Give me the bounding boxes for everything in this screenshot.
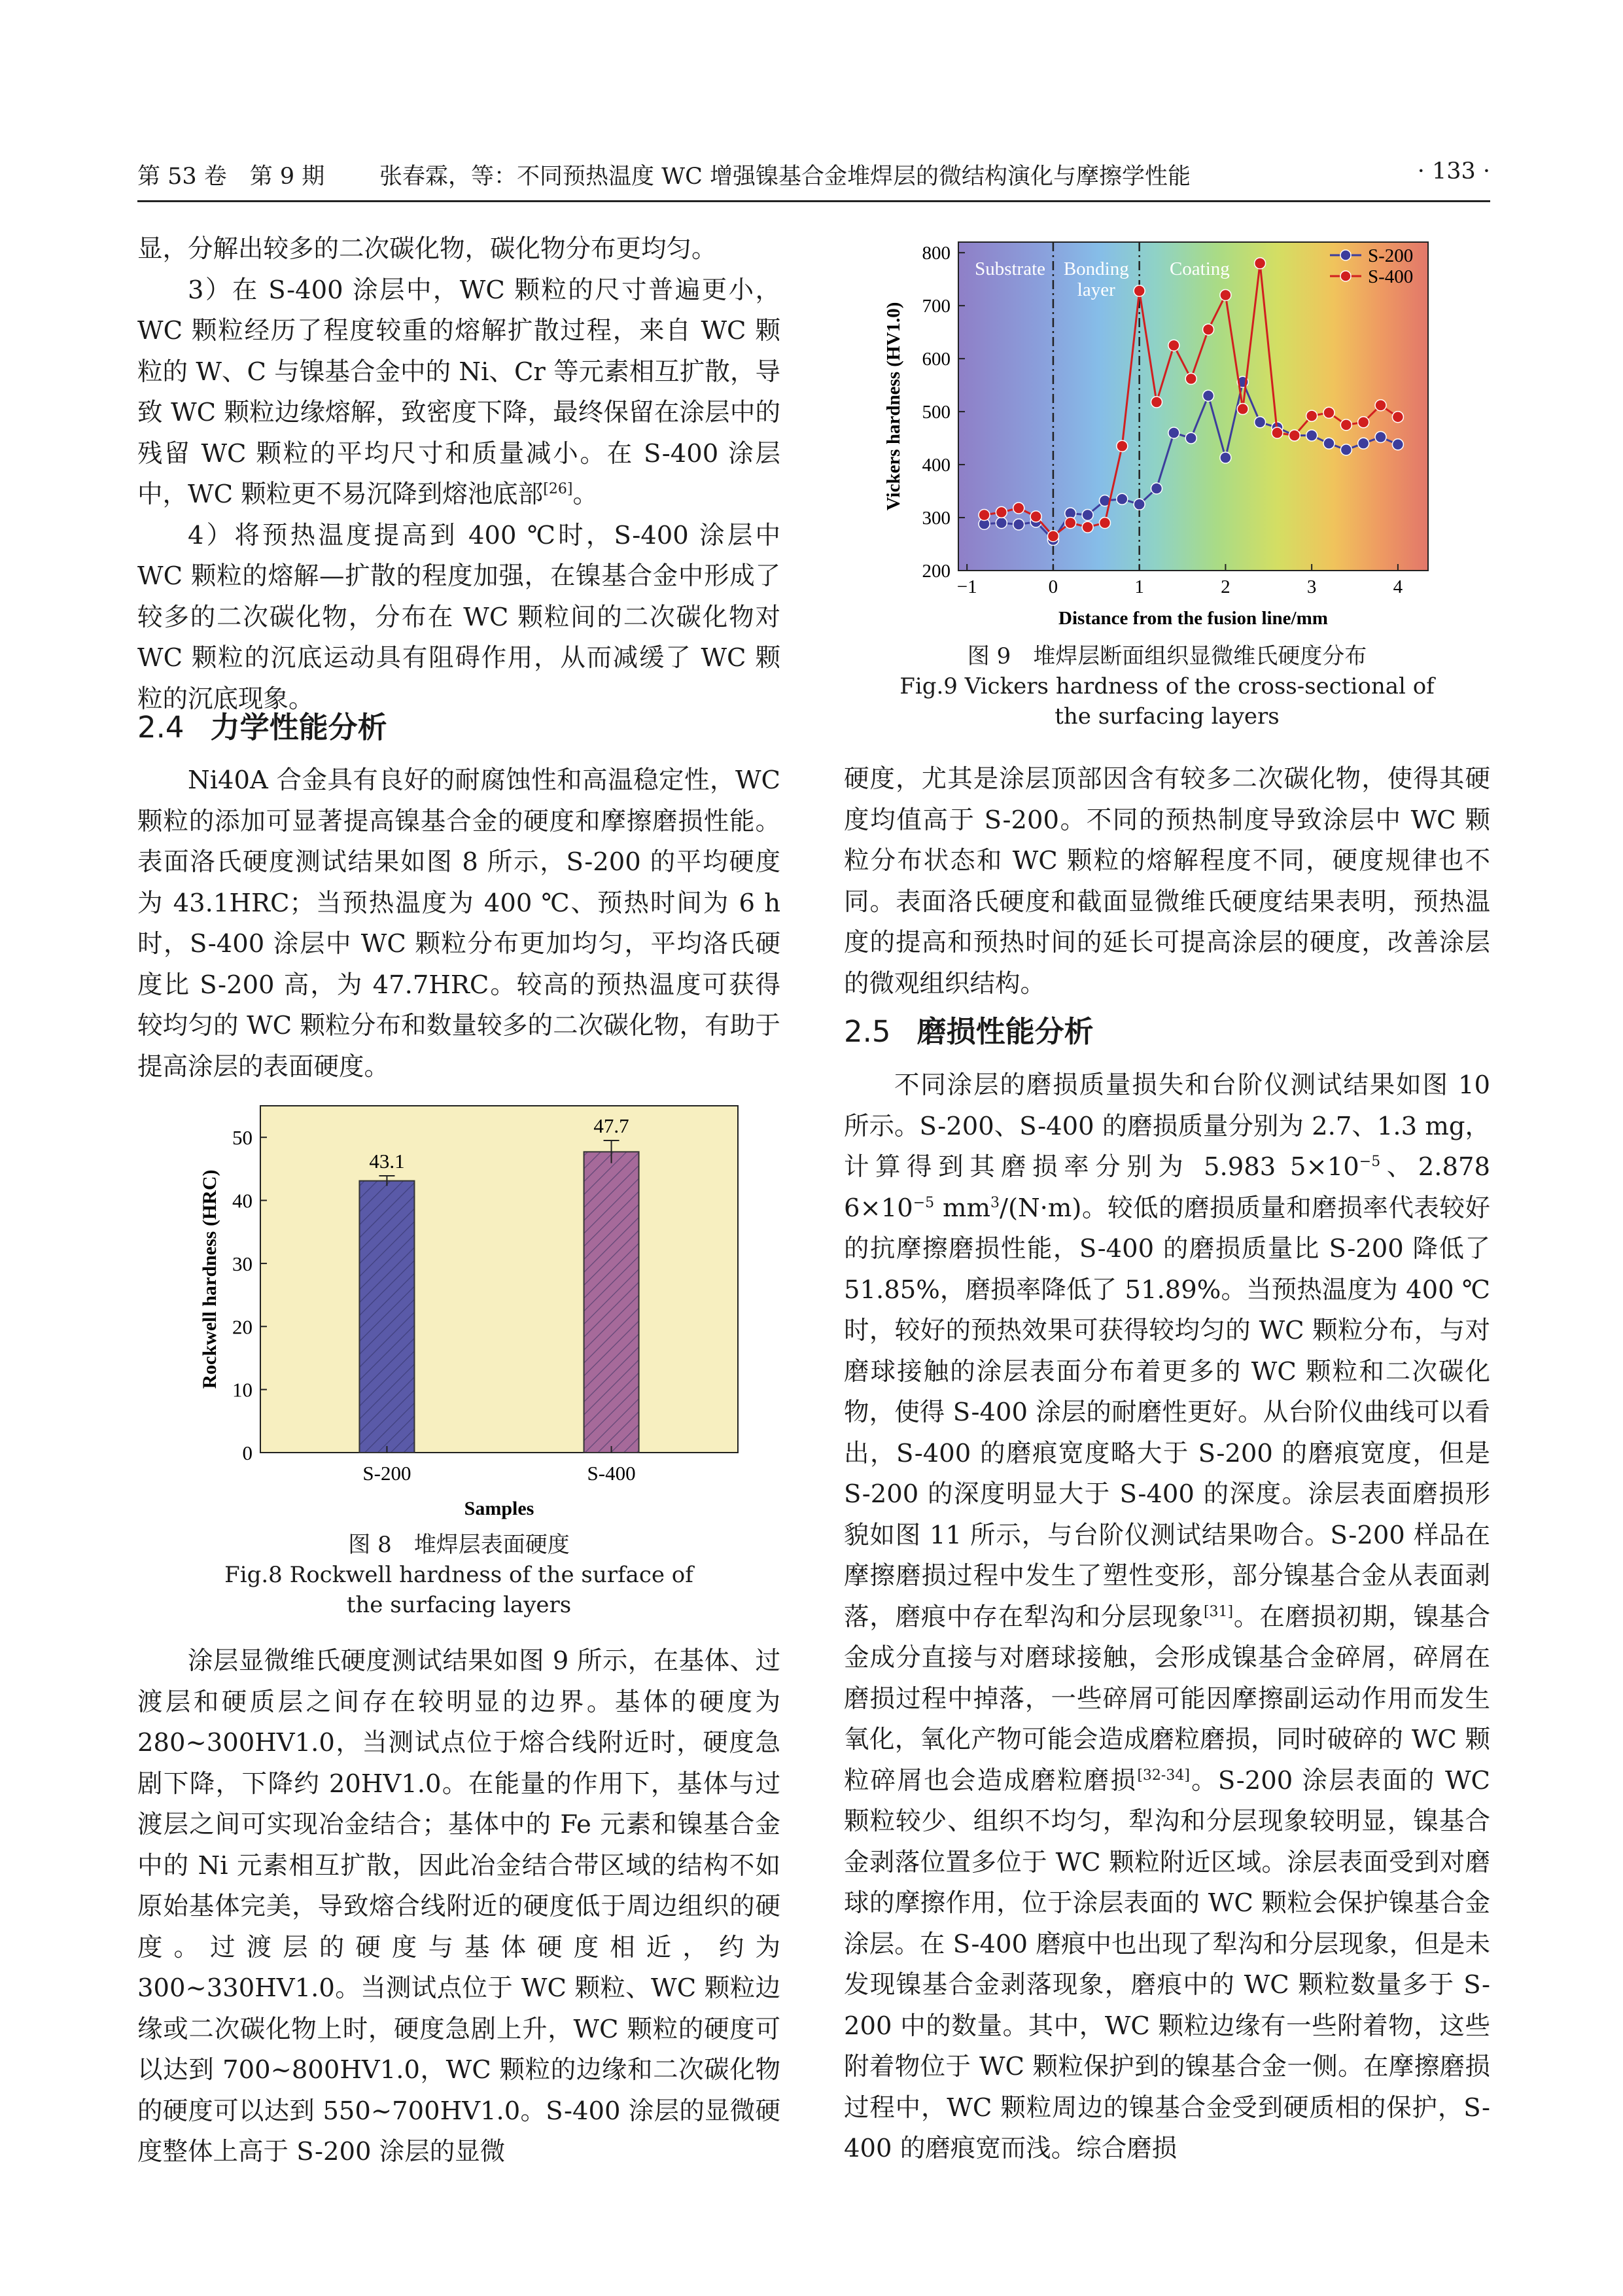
x-tick-label: 2 [1221,576,1230,597]
data-point-s-400 [1392,412,1403,423]
region-label: Substrate [975,258,1046,279]
x-tick-label: S-400 [587,1462,636,1485]
y-tick-label: 10 [232,1378,253,1402]
data-point-s-400 [1185,373,1196,384]
y-tick-label: 30 [232,1252,253,1275]
paragraph: 4）将预热温度提高到 400 ℃时，S-400 涂层中 WC 颗粒的熔解—扩散的程度加强，在镍基合金中形成了较多的二次碳化物，分布在 WC 颗粒间的二次碳化物对 WC 颗粒的沉底运动具有阻碍作用，从而减缓了 WC 颗粒的沉底现象。 [137,520,780,714]
citation: [26] [543,481,573,498]
data-point-s-200 [1340,444,1352,455]
figure-8-bar-chart [183,1103,759,1534]
plot-area [958,242,1428,571]
paragraph: 显，分解出较多的二次碳化物，碳化物分布更均匀。 [137,234,717,264]
region-label: Coating [1169,258,1230,279]
right-column-mid [844,759,1490,1004]
citation: [32-34] [1137,1767,1190,1784]
y-tick-label: 300 [922,508,951,529]
data-point-s-200 [1255,417,1266,428]
data-point-s-400 [1030,511,1041,522]
data-point-s-400 [1375,400,1386,411]
y-tick-label: 20 [232,1315,253,1339]
figure-9-line-chart [873,230,1449,639]
y-tick-label: 50 [232,1126,253,1150]
paragraph: 不同涂层的磨损质量损失和台阶仪测试结果如图 10 所示。S-200、S-400 的磨损质量分别为 2.7、1.3 mg，计算得到其磨损率分别为 5.983 $5\times 10^{-5}$、2.878 $6\times 10^{-5}$ $mm^3/(N\cdot m)$。较低的磨损质量和磨损率代表较好的抗摩擦磨损性能，S-400 的磨损质量比 S-200 降低了 51.85%，磨损率降低了 51.89%。当预热温度为 400 ℃时，较好的预热效果可获得较均匀的 WC 颗粒分布，与对磨球接触的涂层表面分布着更多的 WC 颗粒和二次碳化物，使得 S-400 涂层的耐磨性更好。从台阶仪曲线可以看出，S-400 的磨痕宽度略大于 S-200 的磨痕宽度，但是 S-200 的深度明显大于 S-400 的深度。涂层表面磨损形貌如图 11 所示，与台阶仪测试结果吻合。S-200 样品在摩擦磨损过程中发生了塑性变形，部分镍基合金从表面剥落，磨痕中存在犁沟和分层现象[31]。在磨损初期，镍基合金成分直接与对磨球接触，会形成镍基合金碎屑，碎屑在磨损过程中掉落，一些碎屑可能因摩擦副运动作用而发生氧化，氧化产物可能会造成磨粒磨损，同时破碎的 WC 颗粒碎屑也会造成磨粒磨损[32-34]。S-200 涂层表面的 WC 颗粒较少、组织不均匀，犁沟和分层现象较明显，镍基合金剥落位置多位于 WC 颗粒附近区域。涂层表面受到对磨球的摩擦作用，位于涂层表面的 WC 颗粒会保护镍基合金涂层。在 S-400 磨痕中也出现了犁沟和分层现象，但是未发现镍基合金剥落现象，磨痕中的 WC 颗粒数量多于 S-200 中的数量。其中，WC 颗粒边缘有一些附着物，这些附着物位于 WC 颗粒保护到的镍基合金一侧。在摩擦磨损过程中，WC 颗粒周边的镍基合金受到硬质相的保护，S-400 的磨痕宽而浅。综合磨损 [844,1070,1490,2163]
citation: [31] [1203,1603,1234,1620]
caption-en: Fig.9 Vickers hardness of the cross-sectional of [899,673,1435,699]
data-point-s-200 [1082,509,1093,520]
y-tick-label: 800 [922,243,951,264]
bar-s-400 [584,1152,639,1453]
data-point-s-200 [1013,519,1024,530]
region-label: layer [1077,279,1115,300]
y-axis-label: Rockwell hardness (HRC) [199,1169,220,1389]
data-point-s-200 [1306,430,1318,441]
left-column-section-2-4 [137,760,780,1087]
y-tick-label: 200 [922,561,951,582]
data-point-s-200 [1220,452,1231,463]
x-tick-label: 4 [1393,576,1403,597]
x-tick-label: 3 [1306,576,1317,597]
legend-label: S-200 [1368,245,1414,266]
x-tick-label: S-200 [362,1462,411,1485]
y-axis-label: Vickers hardness (HV1.0) [883,302,904,511]
data-point-s-200 [1358,438,1369,449]
x-axis-label: Samples [464,1498,534,1519]
figure-8-caption [137,1530,780,1620]
data-point-s-400 [1013,503,1024,514]
header-rule [137,200,1490,202]
legend-marker [1340,271,1351,281]
data-point-s-400 [1237,404,1248,415]
caption-cn: 图 8 堆焊层表面硬度 [348,1532,570,1558]
section-heading-2-4: 2.4 力学性能分析 [137,710,387,745]
legend-label: S-400 [1368,266,1414,287]
data-point-s-400 [1117,440,1128,451]
data-point-s-400 [996,506,1007,518]
x-tick-label: 0 [1048,576,1058,597]
data-point-s-400 [1203,324,1214,335]
data-point-s-200 [1151,483,1162,494]
data-point-s-200 [1392,439,1403,450]
x-tick-label: −1 [956,576,977,597]
data-point-s-400 [1220,289,1231,300]
y-tick-label: 700 [922,296,951,317]
data-point-s-400 [1082,521,1093,533]
data-point-s-400 [1306,410,1318,421]
data-label: 47.7 [593,1114,629,1137]
data-point-s-400 [1255,258,1266,269]
journal-volume: 第 53 卷 第 9 期 [137,164,325,190]
region-label: Bonding [1063,258,1129,279]
bar-s-200 [359,1181,414,1453]
data-point-s-400 [1168,340,1179,351]
y-tick-label: 500 [922,402,951,423]
caption-en: Fig.8 Rockwell hardness of the surface of [224,1562,693,1588]
running-title: 张春霖，等：不同预热温度 WC 增强镍基合金堆焊层的微结构演化与摩擦学性能 [379,164,1191,190]
page-number: · 133 · [1417,158,1490,185]
data-point-s-400 [1272,427,1283,438]
data-point-s-200 [1168,427,1179,438]
data-point-s-400 [1099,518,1110,529]
y-tick-label: 40 [232,1189,253,1212]
y-tick-label: 400 [922,455,951,476]
data-point-s-400 [1047,531,1058,542]
data-point-s-400 [1134,285,1145,296]
caption-en: the surfacing layers [1055,703,1280,730]
data-point-s-400 [1340,419,1352,431]
left-column-bottom [137,1641,780,2173]
paragraph: 3）在 S-400 涂层中，WC 颗粒的尺寸普遍更小，WC 颗粒经历了程度较重的熔解扩散过程，来自 WC 颗粒的 W、C 与镍基合金中的 Ni、Cr 等元素相互扩散，导致 WC 颗粒边缘熔解，致密度下降，最终保留在涂层中的残留 WC 颗粒的平均尺寸和质量减小。在 S-400 涂层中，WC 颗粒更不易沉降到熔池底部[26]。 [137,275,780,509]
data-point-s-200 [1375,431,1386,442]
data-point-s-400 [1289,430,1300,441]
legend-marker [1340,250,1351,260]
paragraph: Ni40A 合金具有良好的耐腐蚀性和高温稳定性，WC 颗粒的添加可显著提高镍基合金的硬度和摩擦磨损性能。表面洛氏硬度测试结果如图 8 所示，S-200 的平均硬度为 43.1HRC；当预热温度为 400 ℃、预热时间为 6 h 时，S-400 涂层中 WC 颗粒分布更加均匀，平均洛氏硬度比 S-200 高，为 47.7HRC。较高的预热温度可获得较均匀的 WC 颗粒分布和数量较多的二次碳化物，有助于提高涂层的表面硬度。 [137,766,780,1082]
data-point-s-200 [996,518,1007,529]
data-label: 43.1 [369,1149,405,1173]
right-column-section-2-5 [844,1065,1490,2170]
data-point-s-200 [1117,493,1128,504]
data-point-s-400 [1065,518,1076,529]
data-point-s-200 [1203,390,1214,401]
caption-cn: 图 9 堆焊层断面组织显微维氏硬度分布 [967,643,1367,669]
left-column-top [137,229,780,720]
data-point-s-200 [1134,499,1145,510]
plot-area [260,1106,738,1453]
data-point-s-200 [1185,433,1196,444]
x-axis-label: Distance from the fusion line/mm [1058,608,1328,629]
figure-9-caption [844,641,1490,732]
data-point-s-200 [1323,438,1335,449]
x-tick-label: 1 [1134,576,1144,597]
paragraph: 涂层显微维氏硬度测试结果如图 9 所示，在基体、过渡层和硬质层之间存在较明显的边界。基体的硬度为 280~300HV1.0，当测试点位于熔合线附近时，硬度急剧下降，下降约 20HV1.0。在能量的作用下，基体与过渡层之间可实现冶金结合；基体中的 Fe 元素和镍基合金中的 Ni 元素相互扩散，因此冶金结合带区域的结构不如原始基体完美，导致熔合线附近的硬度低于周边组织的硬度。过渡层的硬度与基体硬度相近，约为 300~330HV1.0。当测试点位于 WC 颗粒、WC 颗粒边缘或二次碳化物上时，硬度急剧上升，WC 颗粒的硬度可以达到 700~800HV1.0，WC 颗粒的边缘和二次碳化物的硬度可以达到 550~700HV1.0。S-400 涂层的显微硬度整体上高于 S-200 涂层的显微 [137,1646,780,2166]
data-point-s-400 [1358,417,1369,428]
data-point-s-400 [1151,397,1162,408]
section-heading-2-5: 2.5 磨损性能分析 [844,1014,1094,1049]
data-point-s-400 [979,509,990,520]
running-header [137,156,1490,195]
y-tick-label: 0 [242,1441,253,1464]
data-point-s-400 [1323,407,1335,418]
caption-en: the surfacing layers [346,1592,572,1618]
y-tick-label: 600 [922,349,951,370]
paragraph: 硬度，尤其是涂层顶部因含有较多二次碳化物，使得其硬度均值高于 S-200。不同的预热制度导致涂层中 WC 颗粒分布状态和 WC 颗粒的熔解程度不同，硬度规律也不同。表面洛氏硬度和截面显微维氏硬度结果表明，预热温度的提高和预热时间的延长可提高涂层的硬度，改善涂层的微观组织结构。 [844,764,1490,998]
